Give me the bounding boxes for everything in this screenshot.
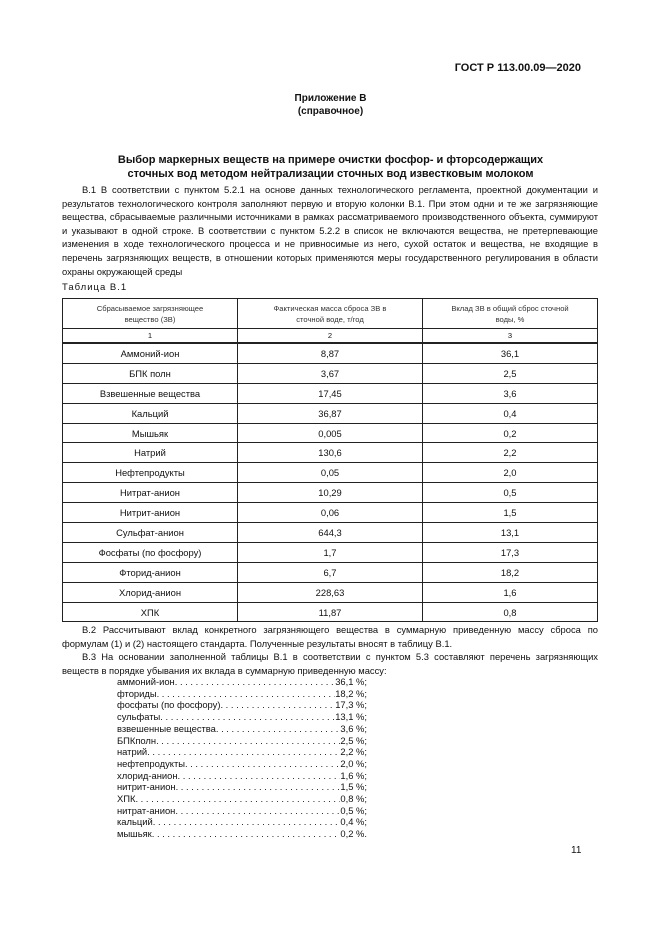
- contribution-cell: 2,2: [423, 443, 598, 463]
- table-b1: [62, 298, 598, 622]
- table-row: [63, 542, 598, 562]
- column-number: 1: [63, 329, 238, 344]
- list-item: [117, 688, 367, 700]
- leader-dots: [175, 676, 335, 688]
- substance-cell: Нефтепродукты: [63, 463, 238, 483]
- mass-cell: 36,87: [238, 403, 423, 423]
- contribution-value: 0,5 %;: [340, 804, 367, 816]
- contribution-value: 2,5 %;: [340, 734, 367, 746]
- leader-dots: [160, 711, 335, 723]
- table-row: [63, 383, 598, 403]
- column-number: 3: [423, 329, 598, 344]
- heading-line-2: сточных вод методом нейтрализации сточных вод известковым молоком: [127, 168, 534, 180]
- contribution-cell: 17,3: [423, 542, 598, 562]
- list-item: [117, 746, 367, 758]
- table-row: [63, 523, 598, 543]
- list-item: [117, 758, 367, 770]
- column-number-row: [63, 329, 598, 344]
- contribution-value: 3,6 %;: [340, 722, 367, 734]
- substance-name: аммоний-ион: [117, 676, 175, 687]
- contribution-cell: 18,2: [423, 562, 598, 582]
- substance-cell: Нитрит-анион: [63, 503, 238, 523]
- table-row: [63, 403, 598, 423]
- substance-name: нитрит-анион: [117, 781, 176, 793]
- table-row: [63, 562, 598, 582]
- table-row: [63, 443, 598, 463]
- contribution-value: 0,2 %.: [340, 828, 367, 840]
- table-row: [63, 602, 598, 622]
- contribution-value: 13,1 %;: [335, 711, 367, 723]
- leader-dots: [153, 816, 341, 828]
- paragraph-b3: В.3 На основании заполненной таблицы В.1 в соответствии с пунктом 5.3 составляют перечень загрязняющих веществ в порядке убывания их вклада в суммарную приведенную массу:: [62, 651, 598, 676]
- leader-dots: [178, 770, 341, 782]
- substance-cell: Натрий: [63, 443, 238, 463]
- mass-cell: 6,7: [238, 562, 423, 582]
- table-row: [63, 503, 598, 523]
- substance-name: БПКполн: [117, 734, 157, 746]
- mass-cell: 3,67: [238, 363, 423, 383]
- mass-cell: 10,29: [238, 483, 423, 503]
- leader-dots: [176, 781, 341, 793]
- substance-name: нитрат-анион: [117, 804, 176, 816]
- column-header: Вклад ЗВ в общий сброс сточной воды, %: [423, 299, 598, 329]
- substance-cell: ХПК: [63, 602, 238, 622]
- leader-dots: [152, 828, 341, 840]
- mass-cell: 644,3: [238, 523, 423, 543]
- contribution-cell: 3,6: [423, 383, 598, 403]
- table-caption: Таблица В.1: [62, 282, 128, 293]
- mass-cell: 1,7: [238, 542, 423, 562]
- appendix-note: (справочное): [297, 106, 364, 117]
- contribution-value: 36,1 %;: [335, 676, 367, 687]
- substance-name: натрий: [117, 746, 148, 758]
- leader-dots: [156, 735, 340, 747]
- substance-cell: Фосфаты (по фосфору): [63, 542, 238, 562]
- mass-cell: 130,6: [238, 443, 423, 463]
- mass-cell: 8,87: [238, 343, 423, 363]
- substance-name: фториды: [117, 687, 157, 699]
- ranking-list: [117, 676, 367, 840]
- contribution-cell: 2,5: [423, 363, 598, 383]
- substance-cell: БПК полн: [63, 363, 238, 383]
- contribution-cell: 0,5: [423, 483, 598, 503]
- substance-name: взвешенные вещества: [117, 722, 216, 734]
- table-row: [63, 363, 598, 383]
- table-row: [63, 483, 598, 503]
- mass-cell: 0,06: [238, 503, 423, 523]
- substance-name: хлорид-анион: [117, 769, 178, 781]
- contribution-cell: 0,8: [423, 602, 598, 622]
- list-item: [117, 816, 367, 828]
- substance-name: кальций: [117, 816, 153, 828]
- list-item: [117, 793, 367, 805]
- list-item: [117, 770, 367, 782]
- contribution-cell: 36,1: [423, 343, 598, 363]
- contribution-cell: 13,1: [423, 523, 598, 543]
- appendix-title: [0, 92, 661, 118]
- substance-cell: Нитрат-анион: [63, 483, 238, 503]
- document-code: ГОСТ Р 113.00.09—2020: [454, 62, 581, 74]
- appendix-label: Приложение В: [294, 93, 367, 104]
- substance-name: мышьяк: [117, 828, 152, 840]
- substance-cell: Сульфат-анион: [63, 523, 238, 543]
- list-item: [117, 723, 367, 735]
- contribution-value: 0,8 %;: [340, 793, 367, 805]
- contribution-value: 0,4 %;: [340, 816, 367, 828]
- leader-dots: [185, 758, 340, 770]
- list-item: [117, 699, 367, 711]
- leader-dots: [147, 746, 340, 758]
- contribution-value: 1,6 %;: [340, 769, 367, 781]
- contribution-value: 18,2 %;: [335, 687, 367, 699]
- paragraph-b1: В.1 В соответствии с пунктом 5.2.1 на основе данных технологического регламента, проектной документации и результатов технологического контроля заполняют первую и вторую колонки В.1. При этом одни и те же загрязняющие вещества, сбрасываемые различными источниками в рамках рассматриваемого производственного объекта, суммируют и указывают в одной строке. В соответствии с пунктом 5.2.2 в список не включаются вещества, не претерпевающие изменения в ходе технологического процесса и не привносимые из него, сухой остаток и вещества, не входящие в перечень загрязняющих веществ, в отношении которых применяются меры государственного регулирования в области охраны окружающей среды: [62, 184, 598, 277]
- page-number: 11: [571, 845, 582, 856]
- leader-dots: [175, 805, 340, 817]
- substance-cell: Фторид-анион: [63, 562, 238, 582]
- list-item: [117, 676, 367, 688]
- table-row: [63, 423, 598, 443]
- contribution-cell: 1,6: [423, 582, 598, 602]
- contribution-value: 1,5 %;: [340, 781, 367, 793]
- table-row: [63, 343, 598, 363]
- mass-cell: 11,87: [238, 602, 423, 622]
- heading-line-1: Выбор маркерных веществ на примере очистки фосфор- и фторсодержащих: [117, 154, 544, 166]
- substance-name: сульфаты: [117, 711, 161, 723]
- contribution-cell: 2,0: [423, 463, 598, 483]
- list-item: [117, 805, 367, 817]
- list-item: [117, 781, 367, 793]
- leader-dots: [135, 793, 340, 805]
- leader-dots: [220, 699, 335, 711]
- table-row: [63, 463, 598, 483]
- paragraph-b2: В.2 Рассчитывают вклад конкретного загрязняющего вещества в суммарную приведенную массу сброса по формулам (1) и (2) настоящего стандарта. Полученные результаты вносят в таблицу В.1.: [62, 624, 598, 649]
- substance-cell: Мышьяк: [63, 423, 238, 443]
- substance-name: фосфаты (по фосфору): [117, 699, 221, 711]
- list-item: [117, 711, 367, 723]
- list-item: [117, 828, 367, 840]
- contribution-value: 2,2 %;: [340, 746, 367, 758]
- column-header: Фактическая масса сброса ЗВ в сточной воде, т/год: [238, 299, 423, 329]
- contribution-value: 2,0 %;: [340, 757, 367, 769]
- contribution-value: 17,3 %;: [335, 699, 367, 711]
- substance-cell: Хлорид-анион: [63, 582, 238, 602]
- table-row: [63, 582, 598, 602]
- mass-cell: 17,45: [238, 383, 423, 403]
- substance-cell: Взвешенные вещества: [63, 383, 238, 403]
- table-header-row: [63, 299, 598, 329]
- column-header: Сбрасываемое загрязняющее вещество (ЗВ): [63, 299, 238, 329]
- substance-cell: Кальций: [63, 403, 238, 423]
- substance-name: ХПК: [117, 793, 136, 805]
- mass-cell: 0,05: [238, 463, 423, 483]
- mass-cell: 0,005: [238, 423, 423, 443]
- contribution-cell: 0,2: [423, 423, 598, 443]
- section-heading: [0, 153, 661, 181]
- contribution-cell: 1,5: [423, 503, 598, 523]
- substance-name: нефтепродукты: [117, 757, 185, 769]
- mass-cell: 228,63: [238, 582, 423, 602]
- leader-dots: [157, 688, 336, 700]
- substance-cell: Аммоний-ион: [63, 343, 238, 363]
- contribution-cell: 0,4: [423, 403, 598, 423]
- leader-dots: [216, 723, 341, 735]
- list-item: [117, 735, 367, 747]
- column-number: 2: [238, 329, 423, 344]
